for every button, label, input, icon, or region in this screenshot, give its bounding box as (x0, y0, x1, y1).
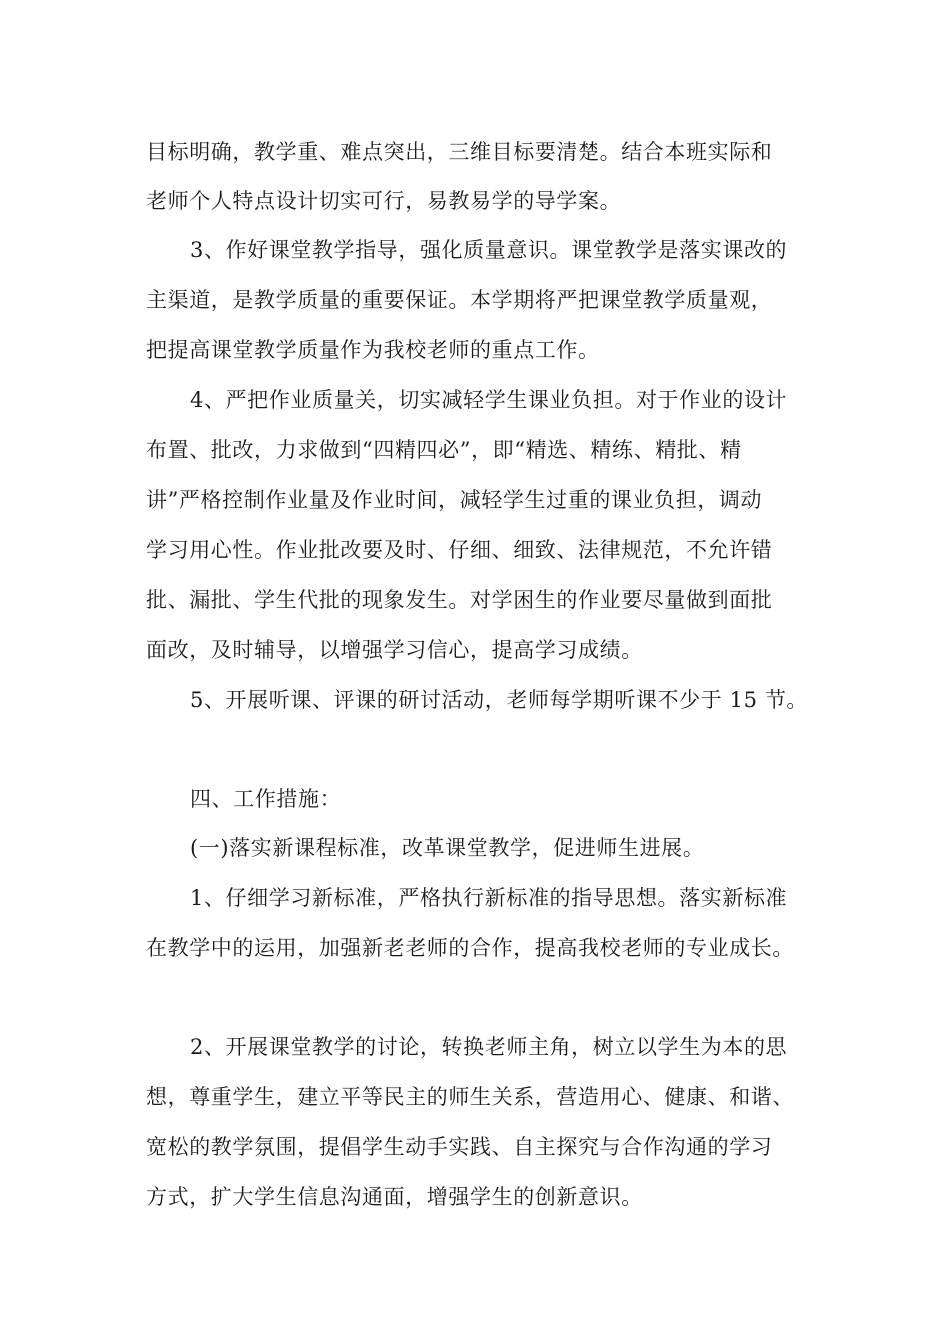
paragraph-line: 3、作好课堂教学指导，强化质量意识。课堂教学是落实课改的 (190, 238, 788, 262)
paragraph-line: 老师个人特点设计切实可行，易教易学的导学案。 (146, 189, 622, 213)
section-heading: 四、工作措施： (190, 787, 342, 811)
paragraph-line: 主渠道，是教学质量的重要保证。本学期将严把课堂教学质量观， (146, 288, 773, 312)
paragraph-line: 把提高课堂教学质量作为我校老师的重点工作。 (146, 338, 600, 362)
paragraph-line: 宽松的教学氛围，提倡学生动手实践、自主探究与合作沟通的学习 (146, 1135, 773, 1159)
paragraph-line: 方式，扩大学生信息沟通面，增强学生的创新意识。 (146, 1185, 643, 1209)
paragraph-line: 面改，及时辅导，以增强学习信心，提高学习成绩。 (146, 638, 643, 662)
paragraph-line: 1、仔细学习新标准，严格执行新标准的指导思想。落实新标准 (190, 886, 788, 910)
paragraph-line: 学习用心性。作业批改要及时、仔细、细致、法律规范，不允许错 (146, 538, 773, 562)
subsection-heading: (一)落实新课程标准，改革课堂教学，促进师生进展。 (190, 836, 705, 860)
paragraph-line: 布置、批改，力求做到“四精四必”，即“精选、精练、精批、精 (146, 438, 742, 462)
paragraph-line: 在教学中的运用，加强新老老师的合作，提高我校老师的专业成长。 (146, 936, 794, 960)
paragraph-line: 目标明确，教学重、难点突出，三维目标要清楚。结合本班实际和 (146, 140, 773, 164)
paragraph-line: 4、严把作业质量关，切实减轻学生课业负担。对于作业的设计 (190, 388, 788, 412)
paragraph-line: 5、开展听课、评课的研讨活动，老师每学期听课不少于 15 节。 (190, 688, 809, 712)
paragraph-line: 批、漏批、学生代批的现象发生。对学困生的作业要尽量做到面批 (146, 588, 773, 612)
paragraph-line: 想，尊重学生，建立平等民主的师生关系，营造用心、健康、和谐、 (146, 1085, 794, 1109)
paragraph-line: 讲”严格控制作业量及作业时间，减轻学生过重的课业负担，调动 (146, 488, 763, 512)
paragraph-line: 2、开展课堂教学的讨论，转换老师主角，树立以学生为本的思 (190, 1035, 788, 1059)
